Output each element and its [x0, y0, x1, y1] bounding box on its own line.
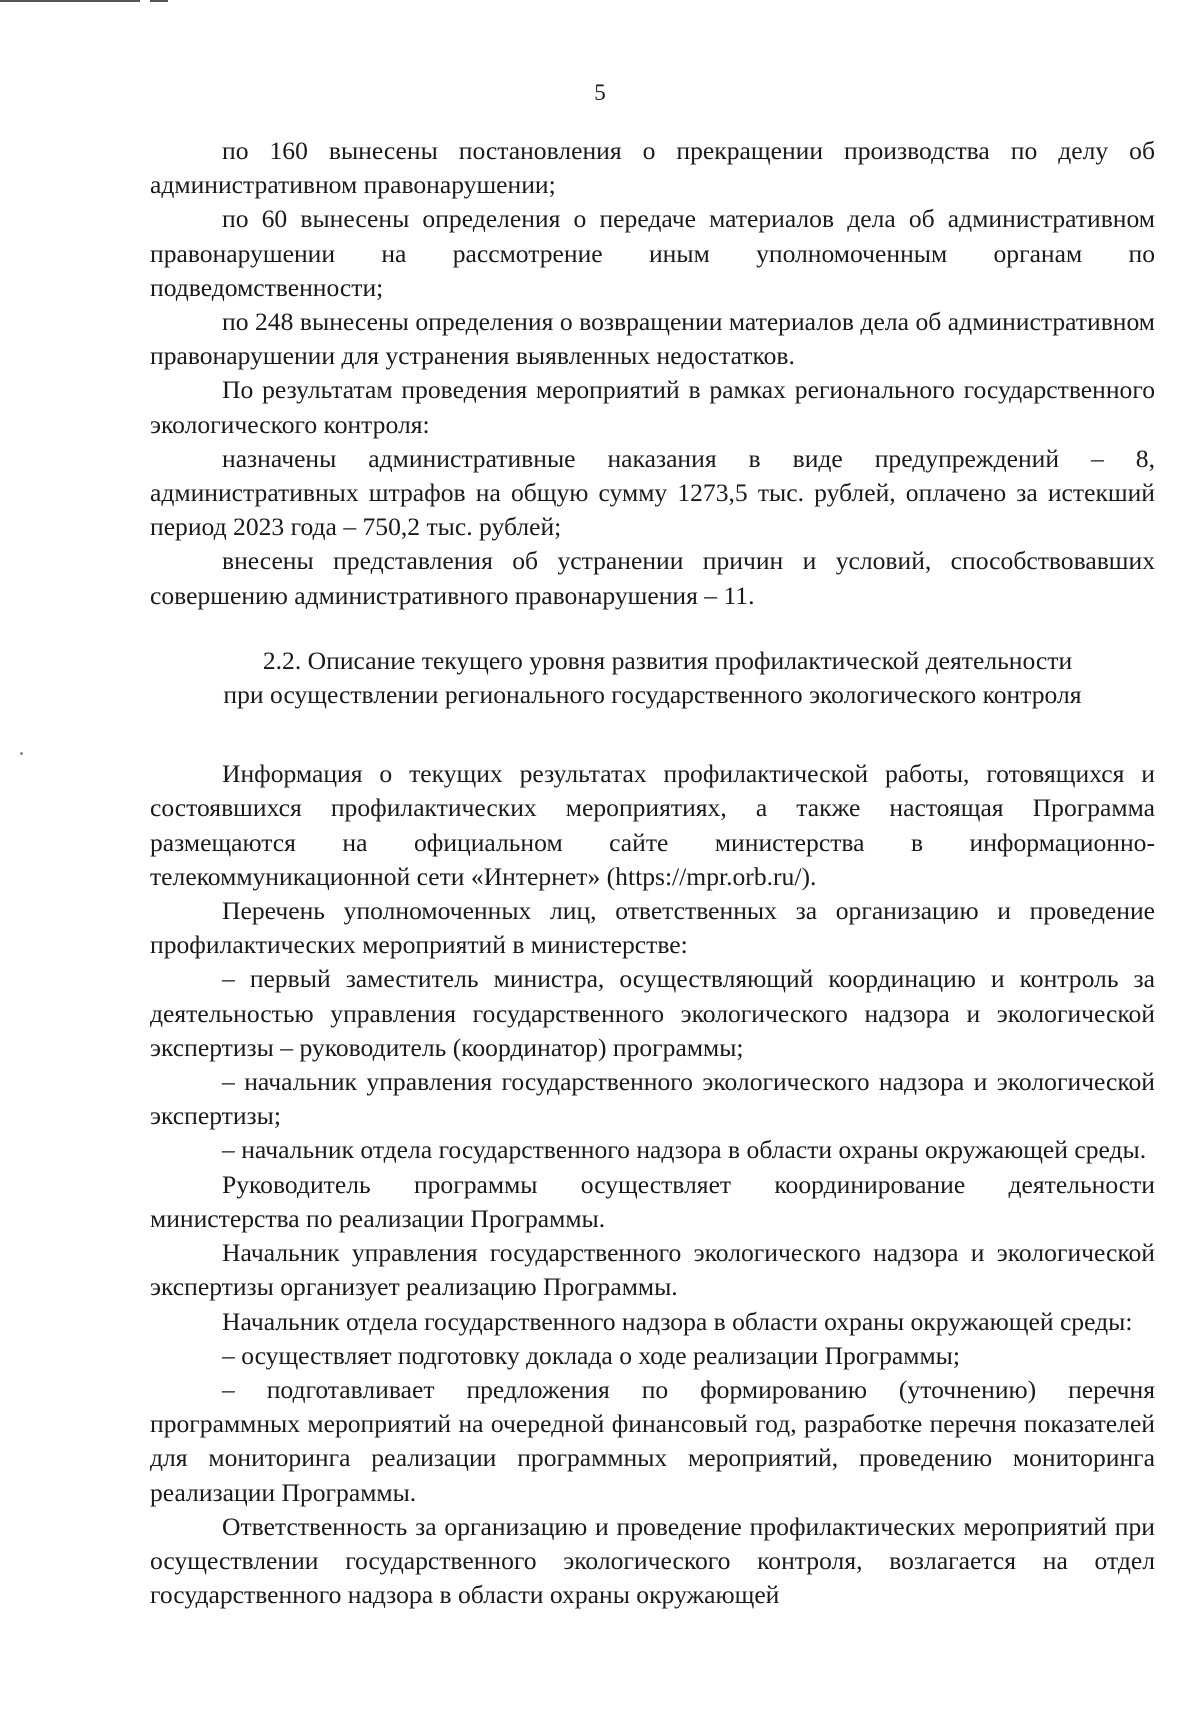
section-heading-line: при осуществлении регионального государственного экологического контроля [223, 680, 1082, 710]
paragraph: назначены административные наказания в виде предупреждений – 8, административных штрафов на общую сумму 1273,5 тыс. рублей, оплачено за истекший период 2023 года – 750,2 тыс. рублей; [150, 443, 1155, 542]
paragraph: Перечень уполномоченных лиц, ответственных за организацию и проведение профилактических мероприятий в министерстве: [150, 896, 1155, 960]
paragraph: внесены представления об устранении причин и условий, способствовавших совершению административного правонарушения – 11. [150, 546, 1155, 610]
paragraph: Ответственность за организацию и проведение профилактических мероприятий при осуществлении государственного экологического контроля, возлагается на отдел государственного надзора в области охраны окружающей [150, 1511, 1155, 1610]
list-item: – первый заместитель министра, осуществляющий координацию и контроль за деятельностью управления государственного экологического надзора и экологической экспертизы – руководитель (координатор) программы; [150, 964, 1155, 1062]
paragraph: по 248 вынесены определения о возвращении материалов дела об административном правонарушении для устранения выявленных недостатков. [150, 307, 1155, 371]
scan-speck [20, 752, 23, 755]
paragraph: Руководитель программы осуществляет координирование деятельности министерства по реализации Программы. [150, 1169, 1155, 1233]
list-item: – подготавливает предложения по формированию (уточнению) перечня программных мероприятий на очередной финансовый год, разработке перечня показателей для мониторинга реализации программных мероприятий, проведению мониторинга реализации Программы. [150, 1374, 1155, 1507]
paragraph: Начальник управления государственного экологического надзора и экологической экспертизы организует реализацию Программы. [150, 1238, 1155, 1302]
page-number: 5 [594, 80, 606, 105]
scan-edge-mark [0, 0, 140, 2]
section-heading [150, 644, 1155, 712]
document-body [150, 134, 1155, 1612]
paragraph: Начальник отдела государственного надзора в области охраны окружающей среды: [222, 1306, 1133, 1336]
paragraph: по 160 вынесены постановления о прекращении производства по делу об административном правонарушении; [150, 136, 1155, 200]
section-heading-line: 2.2. Описание текущего уровня развития профилактической деятельности [262, 645, 1073, 675]
paragraph: Информация о текущих результатах профилактической работы, готовящихся и состоявшихся профилактических мероприятиях, а также настоящая Программа размещаются на официальном сайте министерства в информационно-телекоммуникационной сети «Интернет» (https://mpr.orb.ru/). [150, 759, 1155, 891]
paragraph: по 60 вынесены определения о передаче материалов дела об административном правонарушении на рассмотрение иным уполномоченным органам по подведомственности; [150, 204, 1155, 302]
list-item: – начальник отдела государственного надзора в области охраны окружающей среды. [222, 1135, 1147, 1165]
paragraph: По результатам проведения мероприятий в рамках регионального государственного экологического контроля: [150, 375, 1155, 439]
list-item: – начальник управления государственного экологического надзора и экологической экспертизы; [150, 1067, 1155, 1131]
list-item: – осуществляет подготовку доклада о ходе реализации Программы; [222, 1340, 960, 1370]
scan-edge-mark [150, 0, 168, 2]
